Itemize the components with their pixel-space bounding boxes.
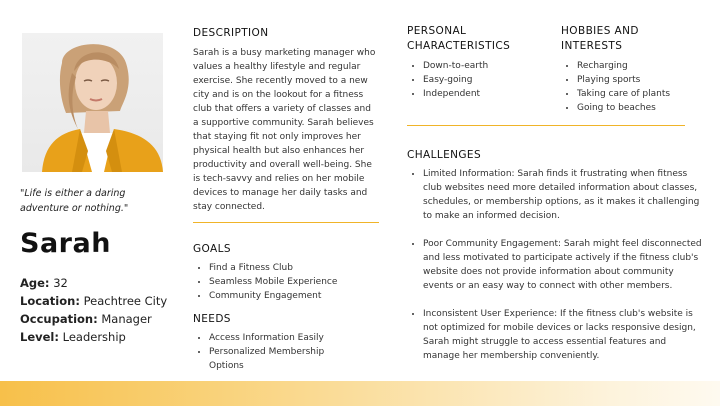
goals-heading: GOALS — [193, 243, 231, 255]
challenges-heading: CHALLENGES — [407, 149, 482, 161]
fact-occupation-value: Manager — [101, 312, 152, 326]
hobbies-heading: HOBBIES AND INTERESTS — [561, 25, 639, 52]
fact-location-label: Location: — [20, 294, 80, 308]
fact-level-label: Level: — [20, 330, 59, 344]
needs-heading: NEEDS — [193, 313, 231, 325]
challenge-item: • Inconsistent User Experience: If the fitness club's website is not optimized for mobile devices or lacks responsive design, Sarah might struggle to access essential features and manage her membership conveniently. — [423, 307, 705, 363]
footer-gradient-band — [0, 381, 720, 406]
fact-age-value: 32 — [53, 276, 68, 290]
personal-characteristics-heading: PERSONAL CHARACTERISTICS — [407, 25, 511, 52]
fact-age-label: Age: — [20, 276, 50, 290]
fact-level — [20, 328, 167, 346]
portrait-illustration — [22, 33, 163, 172]
hobby-item: • Recharging — [577, 59, 717, 73]
persona-name: Sarah — [20, 228, 111, 259]
persona-facts — [20, 274, 167, 346]
description-text: Sarah is a busy marketing manager who values a healthy lifestyle and regular exercise. She recently moved to a new city and is on the lookout for a fitness club that offers a variety of classes and a supportive community. Sarah believes that staying fit not only improves her physical health but also enhances her productivity and overall well-being. She is tech-savvy and relies on her mobile devices to manage her daily tasks and stay connected. — [193, 48, 376, 212]
fact-location — [20, 292, 167, 310]
fact-age — [20, 274, 167, 292]
goals-list — [193, 261, 399, 303]
characteristics-divider — [407, 125, 685, 126]
description-heading: DESCRIPTION — [193, 27, 269, 39]
hobby-item: • Taking care of plants — [577, 87, 717, 101]
hobby-item: • Going to beaches — [577, 101, 717, 115]
characteristic-item: • Independent — [423, 87, 563, 101]
hobbies-list — [561, 59, 717, 115]
challenge-item: • Limited Information: Sarah finds it frustrating when fitness club websites need more detailed information about classes, schedules, or membership options, as it makes it challenging to make an informed decision. — [423, 167, 705, 223]
goal-item: • Find a Fitness Club — [209, 261, 399, 275]
characteristic-item: • Easy-going — [423, 73, 563, 87]
personal-characteristics-list — [407, 59, 563, 101]
characteristic-item: • Down-to-earth — [423, 59, 563, 73]
persona-quote: "Life is either a daring adventure or nothing." — [20, 188, 129, 214]
challenges-list — [407, 167, 705, 363]
fact-occupation-label: Occupation: — [20, 312, 98, 326]
challenge-item: • Poor Community Engagement: Sarah might feel disconnected and less motivated to participate actively if the fitness club's website does not provide information about community events or an easy way to connect with other members. — [423, 237, 705, 293]
goal-item: • Seamless Mobile Experience — [209, 275, 399, 289]
hobby-item: • Playing sports — [577, 73, 717, 87]
persona-photo — [22, 33, 163, 172]
fact-level-value: Leadership — [62, 330, 126, 344]
needs-list — [193, 331, 339, 373]
goal-item: • Community Engagement — [209, 289, 399, 303]
fact-occupation — [20, 310, 167, 328]
need-item: • Personalized Membership Options — [209, 345, 339, 373]
need-item: • Access Information Easily — [209, 331, 339, 345]
description-divider — [193, 222, 379, 223]
fact-location-value: Peachtree City — [83, 294, 168, 308]
